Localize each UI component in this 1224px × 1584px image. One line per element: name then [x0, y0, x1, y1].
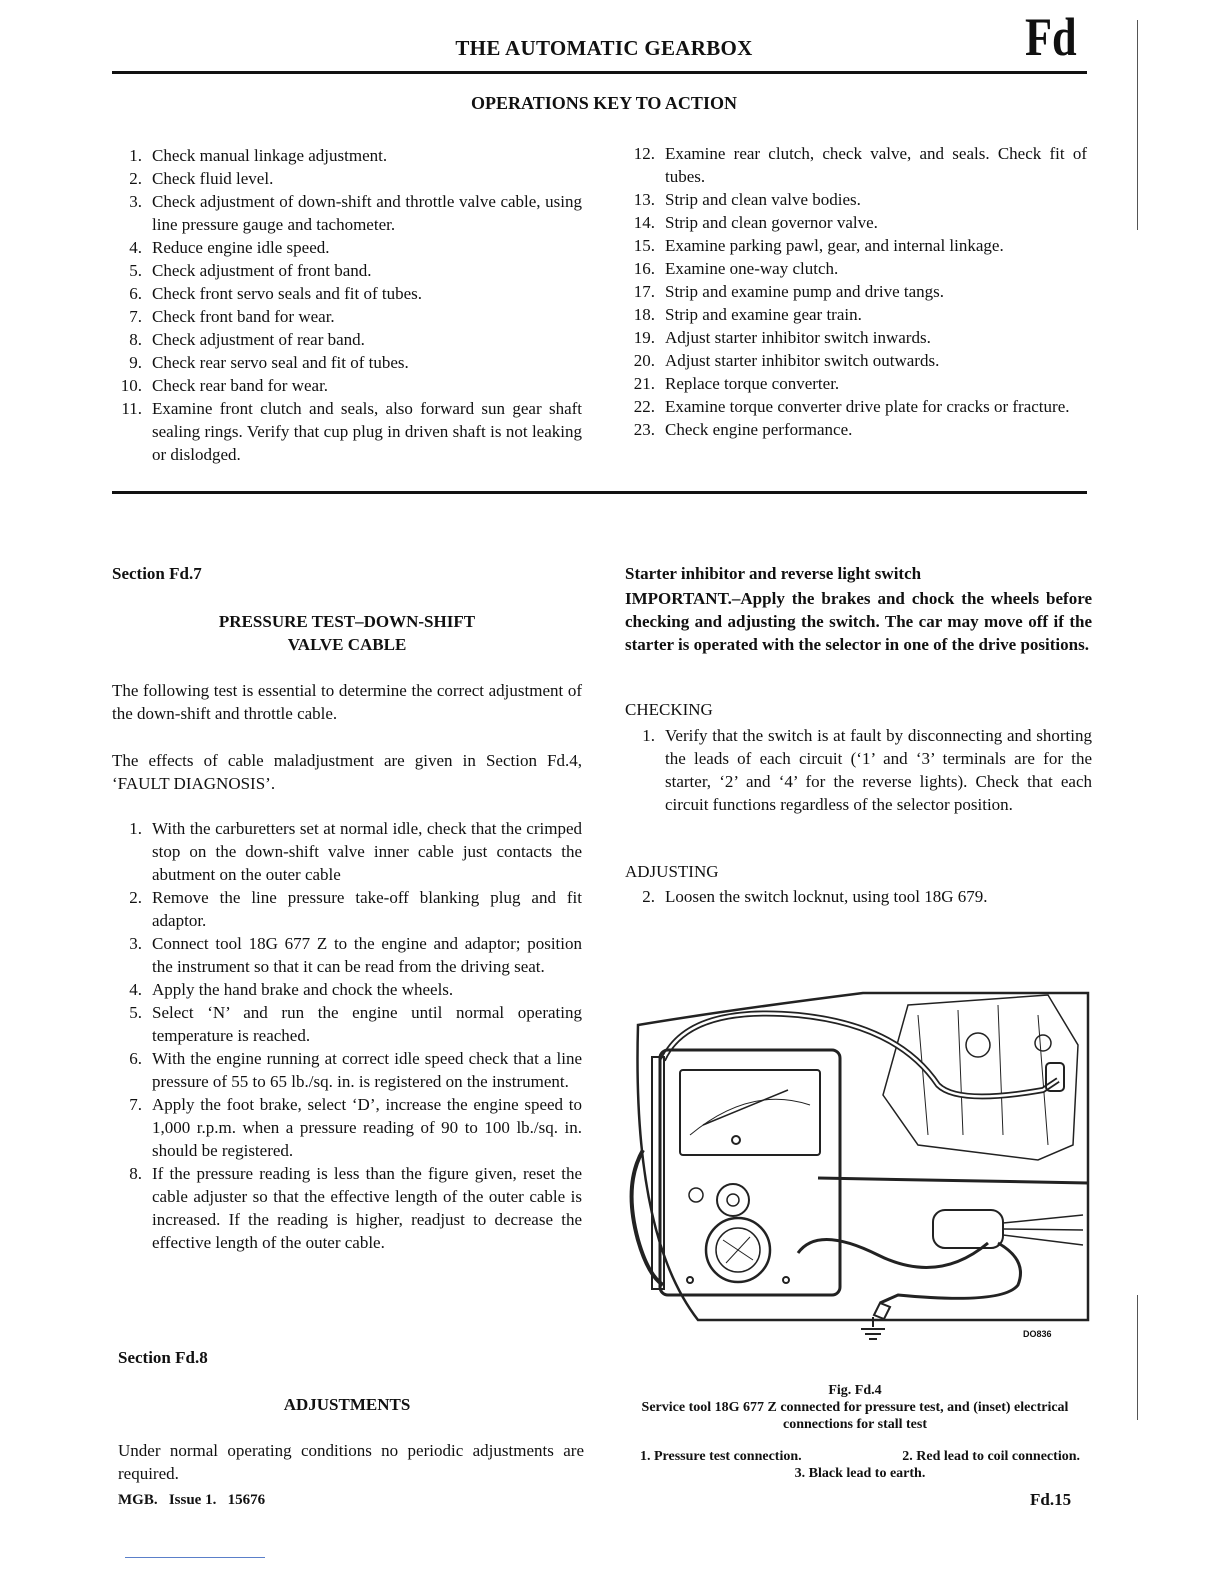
list-item-number: 4. [129, 980, 142, 999]
list-item-text: Adjust starter inhibitor switch inwards. [665, 328, 931, 347]
list-item [625, 395, 1087, 418]
list-item-text: Select ‘N’ and run the engine until normal operating temperature is reached. [152, 1003, 582, 1045]
list-item-number: 5. [129, 261, 142, 280]
figure-fd4-illustration [618, 985, 1096, 1350]
list-item [112, 190, 582, 236]
list-item-number: 16. [633, 259, 655, 278]
list-item [112, 282, 582, 305]
list-item-number: 13. [633, 190, 655, 209]
list-item-number: 2. [642, 887, 655, 906]
list-item-number: 8. [129, 330, 142, 349]
figure-legend-item: 3. Black lead to earth. [794, 1466, 926, 1481]
list-item [625, 280, 1087, 303]
list-item [625, 885, 1092, 908]
list-item-number: 19. [633, 328, 655, 347]
list-item [112, 328, 582, 351]
list-item-text: Strip and clean governor valve. [665, 213, 878, 232]
list-item-number: 14. [633, 213, 655, 232]
list-item-number: 10. [120, 376, 142, 395]
list-item-text: Examine torque converter drive plate for cracks or fracture. [665, 397, 1070, 416]
list-item-number: 18. [633, 305, 655, 324]
figure-caption-text: Service tool 18G 677 Z connected for pressure test, and (inset) electrical connections for stall test [641, 1400, 1069, 1432]
key-list-left [112, 144, 582, 466]
list-item-number: 15. [633, 236, 655, 255]
list-item [625, 142, 1087, 188]
list-item-text: If the pressure reading is less than the figure given, reset the cable adjuster so that the effective length of the outer cable is increased. If the reading is higher, readjust to decrease the effective length of the outer cable. [152, 1164, 582, 1252]
list-item-number: 3. [129, 934, 142, 953]
list-item-text: Check adjustment of down-shift and throttle valve cable, using line pressure gauge and tachometer. [152, 192, 582, 234]
list-item-number: 7. [129, 307, 142, 326]
checking-steps [625, 724, 1092, 816]
list-item-text: Apply the foot brake, select ‘D’, increase the engine speed to 1,000 r.p.m. when a pressure reading of 90 to 100 lb./sq. in. should be registered. [152, 1095, 582, 1160]
list-item-text: Check manual linkage adjustment. [152, 146, 388, 165]
list-item [112, 305, 582, 328]
list-item-text: Check adjustment of rear band. [152, 330, 365, 349]
list-item [112, 397, 582, 466]
figure-caption-label: Fig. Fd.4 [828, 1383, 882, 1398]
figure-caption [640, 1382, 1070, 1433]
page-number: Fd.15 [1030, 1490, 1072, 1509]
list-item-number: 20. [633, 351, 655, 370]
list-item-text: Check engine performance. [665, 420, 853, 439]
checking-label: CHECKING [625, 700, 713, 719]
list-item-text: With the engine running at correct idle speed check that a line pressure of 55 to 65 lb./sq. in. is registered on the instrument. [152, 1049, 582, 1091]
list-item-number: 3. [129, 192, 142, 211]
list-item-number: 9. [129, 353, 142, 372]
list-item-text: Examine parking pawl, gear, and internal linkage. [665, 236, 1004, 255]
list-item [112, 259, 582, 282]
adjusting-label: ADJUSTING [625, 862, 719, 881]
section-fd7-para2: The effects of cable maladjustment are given in Section Fd.4, ‘FAULT DIAGNOSIS’. [112, 751, 582, 793]
list-item-text: Strip and examine gear train. [665, 305, 862, 324]
list-item [112, 886, 582, 932]
list-item-text: With the carburetters set at normal idle, check that the crimped stop on the down-shift valve inner cable just contacts the abutment on the outer cable [152, 819, 582, 884]
list-item [625, 418, 1087, 441]
section-fd7-label: Section Fd.7 [112, 564, 202, 583]
list-item [112, 1047, 582, 1093]
list-item-number: 22. [633, 397, 655, 416]
list-item-number: 1. [642, 726, 655, 745]
list-item [625, 303, 1087, 326]
section-fd7-steps [112, 817, 582, 1254]
list-item [112, 236, 582, 259]
list-item-number: 11. [121, 399, 142, 418]
header-rule [112, 71, 1087, 74]
list-item [112, 817, 582, 886]
list-item [625, 234, 1087, 257]
section-fd7-title [112, 610, 582, 656]
figure-legend-item: 1. Pressure test connection. [640, 1449, 802, 1464]
margin-mark [1137, 1295, 1138, 1420]
list-item-number: 8. [129, 1164, 142, 1183]
section-fd8-title: ADJUSTMENTS [283, 1395, 411, 1414]
figure-legend-item: 2. Red lead to coil connection. [902, 1449, 1080, 1464]
list-item-text: Remove the line pressure take-off blanking plug and fit adaptor. [152, 888, 582, 930]
list-item-number: 6. [129, 284, 142, 303]
section-fd7-title-line1: PRESSURE TEST–DOWN-SHIFT [218, 612, 476, 631]
section-rule [112, 491, 1087, 494]
list-item-number: 21. [633, 374, 655, 393]
list-item-number: 1. [129, 146, 142, 165]
list-item-number: 4. [129, 238, 142, 257]
list-item-text: Connect tool 18G 677 Z to the engine and adaptor; position the instrument so that it can be read from the driving seat. [152, 934, 582, 976]
list-item [625, 349, 1087, 372]
list-item [112, 1093, 582, 1162]
list-item-text: Reduce engine idle speed. [152, 238, 330, 257]
list-item-number: 1. [129, 819, 142, 838]
margin-mark [1137, 20, 1138, 230]
list-item-text: Examine front clutch and seals, also forward sun gear shaft sealing rings. Verify that cup plug in driven shaft is not leaking or dislodged. [152, 399, 582, 464]
list-item-text: Check front servo seals and fit of tubes. [152, 284, 423, 303]
list-item-text: Examine one-way clutch. [665, 259, 839, 278]
scan-mark [125, 1557, 265, 1558]
list-item-number: 23. [633, 420, 655, 439]
list-item-text: Check fluid level. [152, 169, 274, 188]
starter-heading: Starter inhibitor and reverse light switch [625, 564, 922, 583]
key-list-right [625, 142, 1087, 441]
list-item-text: Check rear servo seal and fit of tubes. [152, 353, 409, 372]
list-item-number: 6. [129, 1049, 142, 1068]
starter-important: IMPORTANT.–Apply the brakes and chock the wheels before checking and adjusting the switch. The car may move off if the starter is operated with the selector in one of the drive positions. [625, 589, 1092, 654]
key-title: OPERATIONS KEY TO ACTION [471, 93, 737, 113]
footer-issue: MGB. Issue 1. 15676 [118, 1492, 266, 1508]
list-item-text: Adjust starter inhibitor switch outwards. [665, 351, 940, 370]
figure-code: DO836 [1023, 1329, 1052, 1339]
list-item-number: 12. [633, 144, 655, 163]
list-item [625, 257, 1087, 280]
list-item-text: Replace torque converter. [665, 374, 840, 393]
list-item-text: Strip and examine pump and drive tangs. [665, 282, 945, 301]
adjusting-steps [625, 885, 1092, 908]
figure-legend [630, 1448, 1090, 1482]
section-fd8-label: Section Fd.8 [118, 1348, 208, 1367]
section-fd8-para: Under normal operating conditions no periodic adjustments are required. [118, 1441, 584, 1483]
section-fd7-para1: The following test is essential to determine the correct adjustment of the down-shift and throttle cable. [112, 681, 582, 723]
list-item-text: Strip and clean valve bodies. [665, 190, 861, 209]
list-item [112, 374, 582, 397]
list-item [625, 724, 1092, 816]
list-item [112, 351, 582, 374]
list-item-text: Apply the hand brake and chock the wheels. [152, 980, 454, 999]
page-title: THE AUTOMATIC GEARBOX [455, 36, 753, 60]
list-item-number: 2. [129, 169, 142, 188]
section-fd7-title-line2: VALVE CABLE [287, 635, 407, 654]
list-item [625, 326, 1087, 349]
list-item [625, 211, 1087, 234]
list-item-text: Check rear band for wear. [152, 376, 329, 395]
list-item [112, 1001, 582, 1047]
list-item-number: 2. [129, 888, 142, 907]
list-item [112, 1162, 582, 1254]
section-code: Fd [1025, 7, 1077, 67]
list-item-text: Verify that the switch is at fault by disconnecting and shorting the leads of each circuit (‘1’ and ‘3’ terminals are for the starter, ‘2’ and ‘4’ for the reverse lights). Check that each circuit functions regardless of the selector position. [665, 726, 1092, 814]
list-item-number: 7. [129, 1095, 142, 1114]
list-item-number: 5. [129, 1003, 142, 1022]
list-item-text: Check front band for wear. [152, 307, 335, 326]
list-item [625, 188, 1087, 211]
list-item-number: 17. [633, 282, 655, 301]
list-item-text: Examine rear clutch, check valve, and seals. Check fit of tubes. [665, 144, 1087, 186]
list-item [112, 978, 582, 1001]
list-item [112, 144, 582, 167]
list-item-text: Check adjustment of front band. [152, 261, 372, 280]
list-item [625, 372, 1087, 395]
list-item [112, 932, 582, 978]
list-item-text: Loosen the switch locknut, using tool 18G 679. [665, 887, 988, 906]
list-item [112, 167, 582, 190]
